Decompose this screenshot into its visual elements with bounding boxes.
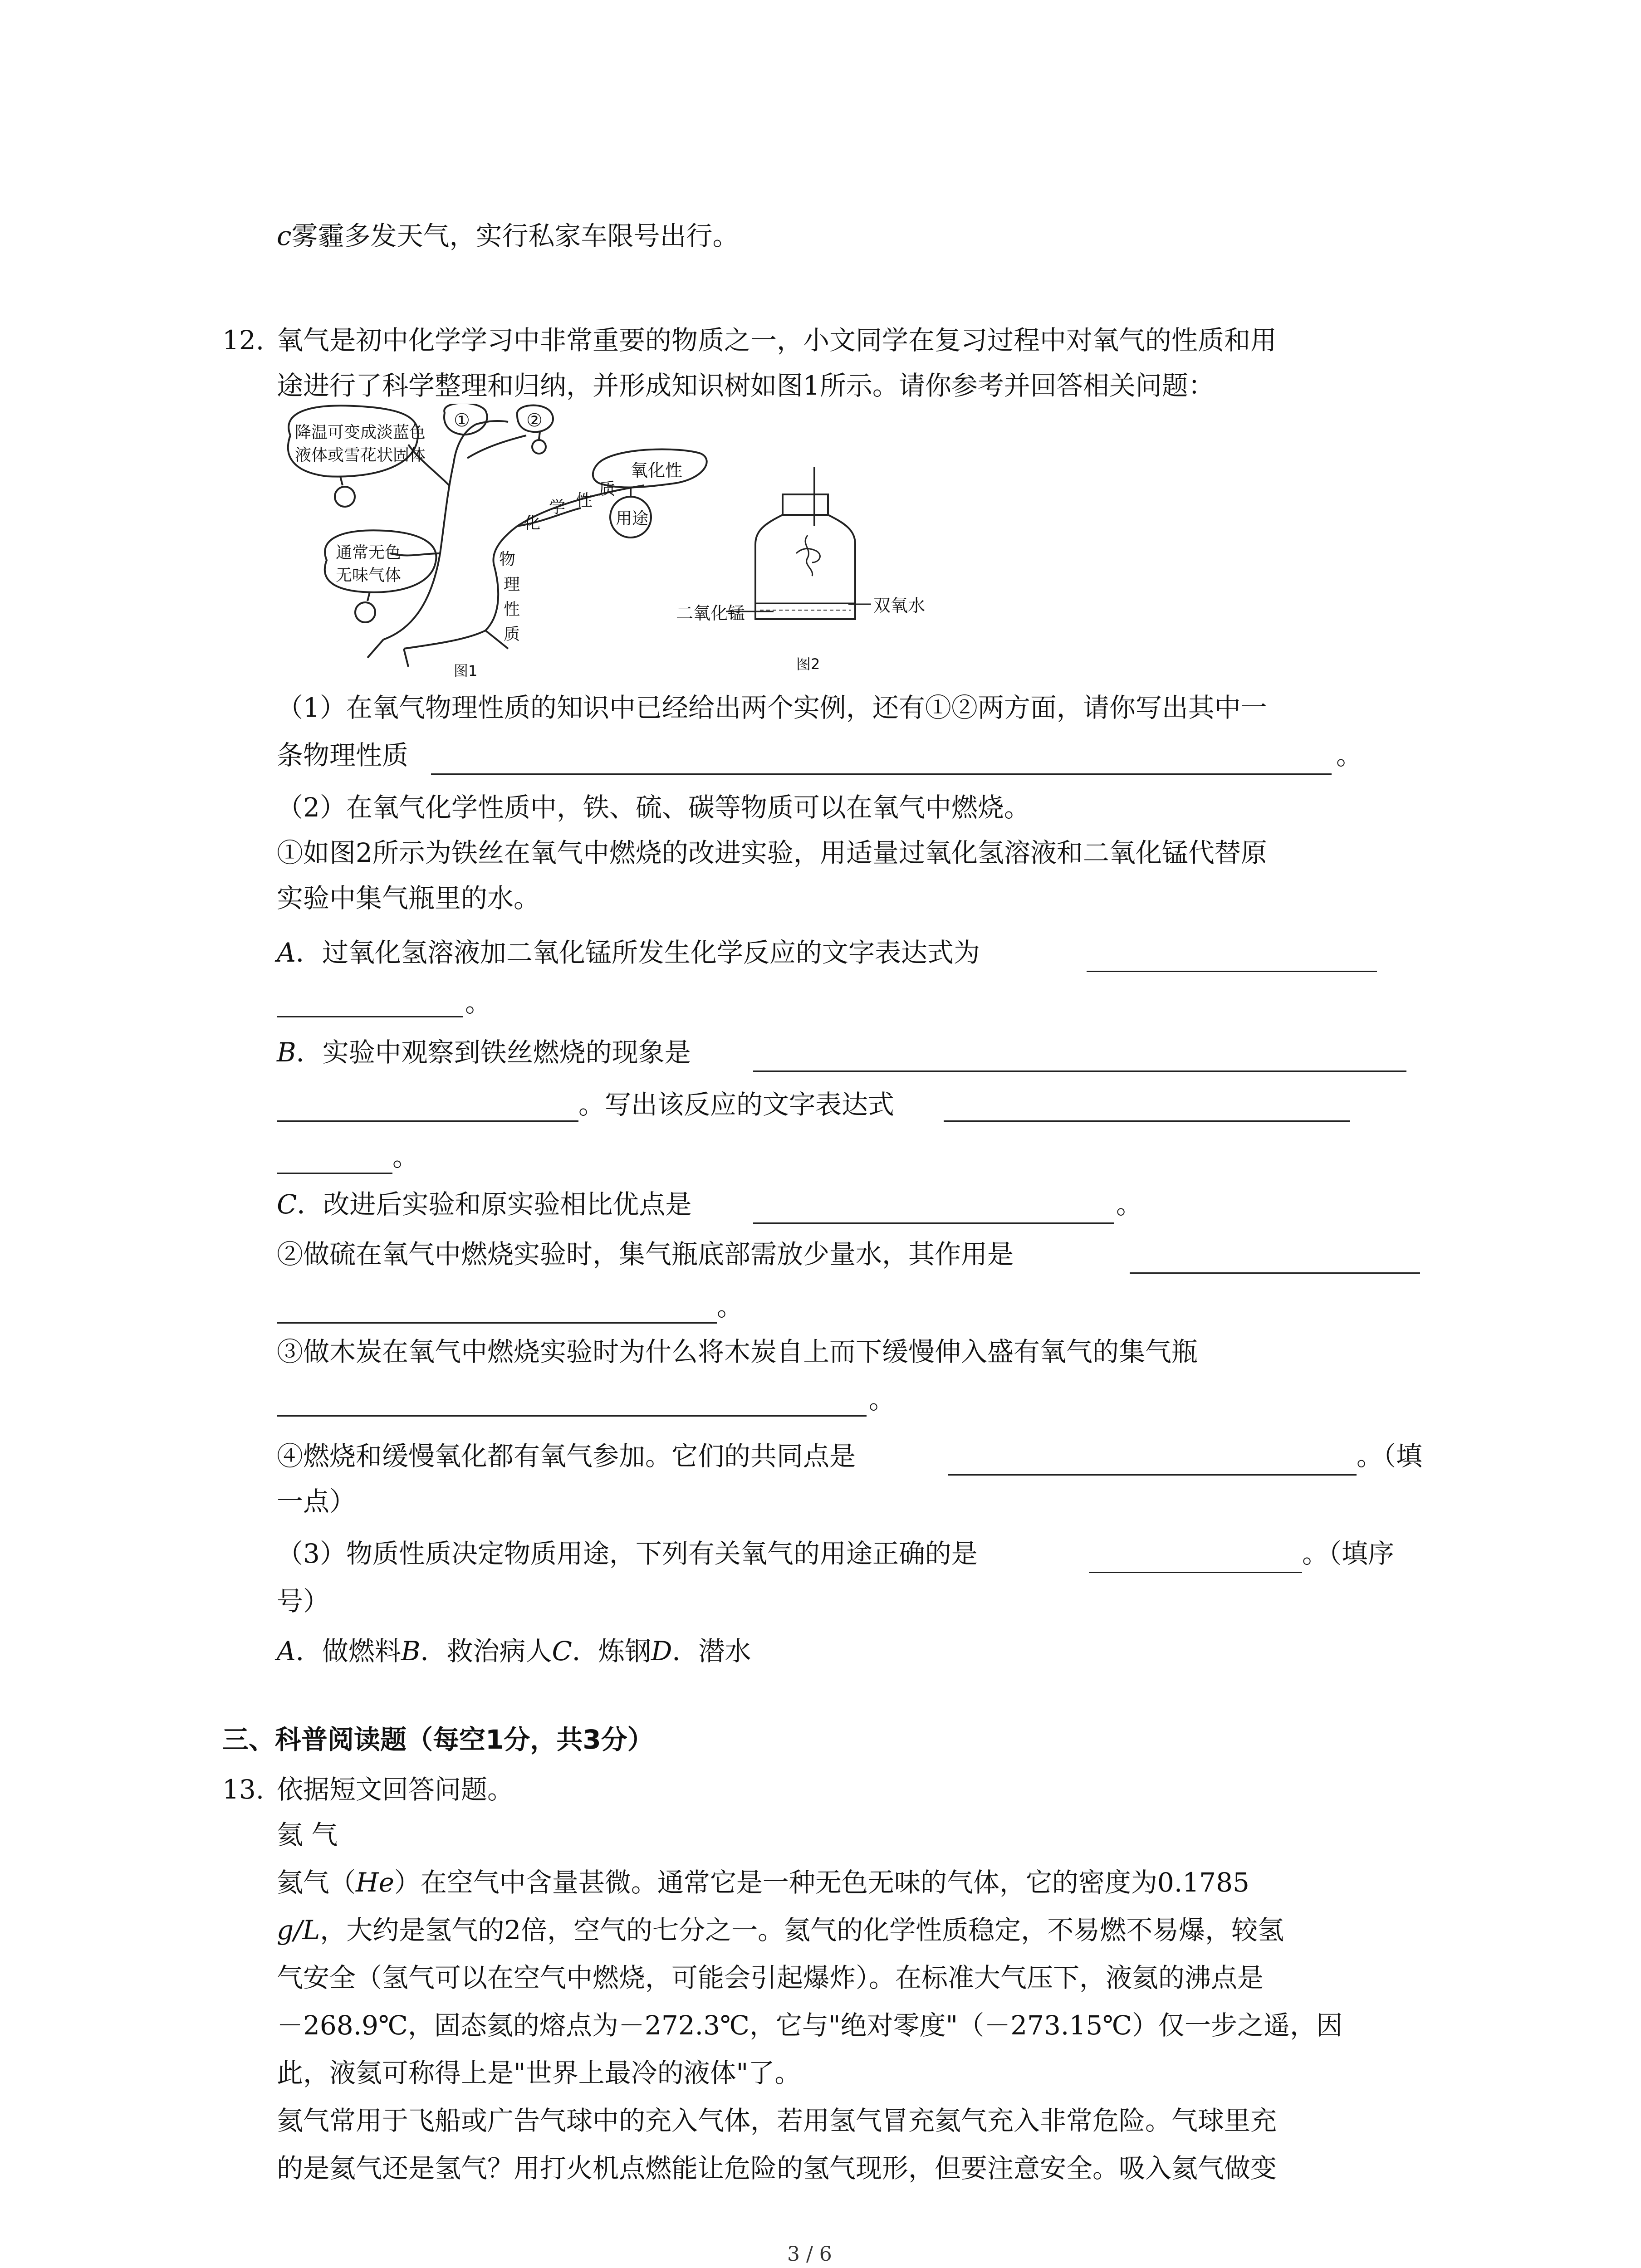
q12-part2-3: ③做木炭在氧气中燃烧实验时为什么将木炭自上而下缓慢伸入盛有氧气的集气瓶 [277,1336,1198,1367]
q12-part1-a: （1）在氧气物理性质的知识中已经给出两个实例，还有①②两方面，请你写出其中一 [277,692,1267,723]
figure-2-gas-bottle [676,467,957,676]
q13-l1-a: 氦气（ [277,1867,356,1898]
fig1-caption: 图1 [454,662,478,679]
q12-part2-1a: ①如图2所示为铁丝在氧气中燃烧的改进实验，用适量过氧化氢溶液和二氧化锰代替原 [277,837,1267,868]
q13-line-4: －268.9℃，固态氦的熔点为－272.3℃，它与"绝对零度"（－273.15℃）仅一步之遥，因 [277,2010,1343,2041]
q12-part-a-end: 。 [465,987,492,1018]
q13-line-5: 此，液氦可称得上是"世界上最冷的液体"了。 [277,2058,801,2088]
fig2-label-right: 双氧水 [873,596,926,616]
option-b-label: B [401,1636,421,1667]
answer-blank-a1[interactable] [1087,971,1377,972]
q12-part-a [277,934,980,971]
option-b-text: ．救治病人 [420,1636,552,1667]
q13-line-2 [277,1912,1284,1948]
q12-part1-b: 条物理性质 [277,740,409,771]
fig1-circle-1: ① [454,410,470,431]
q12-number: 12. [222,325,265,356]
q13-intro: 依据短文回答问题。 [277,1774,514,1805]
fig1-chem-4: 质 [599,480,616,499]
q12-part-c [277,1186,691,1222]
text-c: ．改进后实验和原实验相比优点是 [297,1189,692,1220]
option-d-label: D [651,1636,672,1667]
q13-l2-unit: g/L [277,1915,320,1945]
q13-line-3: 气安全（氢气可以在空气中燃烧，可能会引起爆炸）。在标准大气压下，液氦的沸点是 [277,1962,1264,1993]
q12-part2-2: ②做硫在氧气中燃烧实验时，集气瓶底部需放少量水，其作用是 [277,1239,1014,1270]
fig1-leaf-top-1: 降温可变成淡蓝色 [295,423,426,442]
q12-part-b [277,1034,691,1070]
answer-blank-3[interactable] [1089,1572,1302,1573]
answer-blank-2-2a[interactable] [1130,1272,1420,1274]
fig1-chem-3: 性 [576,491,593,510]
q12-part2-2-end: 。 [717,1291,744,1322]
label-c: C [277,1189,297,1220]
label-b: B [277,1037,296,1068]
q12-part2: （2）在氧气化学性质中，铁、硫、碳等物质可以在氧气中燃烧。 [277,792,1030,823]
answer-blank-b2[interactable] [277,1120,578,1122]
fig1-chem-1: 化 [524,514,541,533]
q12-intro-2: 途进行了科学整理和归纳，并形成知识树如图1所示。请你参考并回答相关问题： [277,370,1215,401]
q12-part2-4: ④燃烧和缓慢氧化都有氧气参加。它们的共同点是 [277,1441,856,1471]
q13-line-1 [277,1864,1249,1901]
q12-part-b-mid: 。写出该反应的文字表达式 [578,1089,895,1120]
top-line-text: 雾霾多发天气，实行私家车限号出行。 [291,220,739,251]
fig1-chem-2: 学 [549,498,566,517]
q12-part3-b: 号） [277,1586,330,1617]
q12-part2-4-b: 一点） [277,1486,356,1517]
top-line [277,218,739,254]
option-c-text: ．炼钢 [572,1636,651,1667]
q13-l1-b: ）在空气中含量甚微。通常它是一种无色无味的气体，它的密度为0.1785 [394,1867,1249,1898]
fig1-phys-3: 性 [504,600,520,619]
figure-1-knowledge-tree [272,404,726,699]
answer-blank-a2[interactable] [277,1016,463,1017]
q12-part3: （3）物质性质决定物质用途，下列有关氧气的用途正确的是 [277,1538,978,1569]
answer-blank-1[interactable] [431,773,1332,775]
q12-options [277,1633,751,1669]
q13-number: 13. [222,1774,265,1805]
fig2-label-left: 二氧化锰 [676,603,745,623]
q13-line-7: 的是氦气还是氢气？用打火机点燃能让危险的氢气现形，但要注意安全。吸入氦气做变 [277,2153,1277,2184]
label-a: A [277,937,296,968]
fig2-caption: 图2 [796,655,820,673]
fig1-leaf-oxid: 氧化性 [631,460,683,480]
answer-blank-b1[interactable] [753,1070,1406,1072]
q12-part3-end: 。（填序 [1302,1538,1395,1569]
fig1-phys-1: 物 [499,550,516,569]
fig1-use: 用途 [616,509,649,528]
answer-blank-2-4[interactable] [948,1474,1357,1476]
fig1-leaf-left-1: 通常无色 [336,543,402,562]
answer-blank-b3[interactable] [944,1120,1350,1122]
option-d-text: ．潜水 [672,1636,751,1667]
fig1-circle-2: ② [526,410,543,431]
q12-intro-1: 氧气是初中化学学习中非常重要的物质之一，小文同学在复习过程中对氧气的性质和用 [277,325,1277,356]
fig1-phys-2: 理 [504,575,520,594]
q12-part1-end: 。 [1336,740,1363,771]
option-a-text: ．做燃料 [295,1636,401,1667]
q12-part2-1b: 实验中集气瓶里的水。 [277,883,540,914]
answer-blank-b4[interactable] [277,1173,392,1174]
option-a-label: A [277,1636,296,1667]
top-line-prefix: c [277,220,292,251]
q12-part2-3-end: 。 [869,1384,896,1415]
fig1-phys-4: 质 [504,625,520,644]
q13-title: 氦 气 [277,1819,338,1850]
q13-l2-b: ，大约是氢气的2倍，空气的七分之一。氦气的化学性质稳定，不易燃不易爆，较氢 [320,1915,1284,1945]
text-a: ．过氧化氢溶液加二氧化锰所发生化学反应的文字表达式为 [295,937,980,968]
answer-blank-2-3[interactable] [277,1415,867,1417]
q13-l1-he: He [356,1867,394,1898]
fig1-leaf-left-2: 无味气体 [336,566,402,585]
answer-blank-c[interactable] [753,1222,1114,1224]
answer-blank-2-2b[interactable] [277,1322,717,1324]
section-3-title: 三、科普阅读题（每空1分，共3分） [222,1724,654,1755]
q13-line-6: 氦气常用于飞船或广告气球中的充入气体，若用氢气冒充氦气充入非常危险。气球里充 [277,2105,1277,2136]
q12-part2-4-end: 。（填 [1357,1441,1423,1471]
fig1-leaf-top-2: 液体或雪花状固体 [295,446,426,464]
q12-part-c-end: 。 [1116,1189,1143,1220]
q12-part-b-end: 。 [392,1141,419,1172]
text-b: ．实验中观察到铁丝燃烧的现象是 [296,1037,691,1068]
page-number: 3 / 6 [787,2243,832,2266]
option-c-label: C [552,1636,572,1667]
